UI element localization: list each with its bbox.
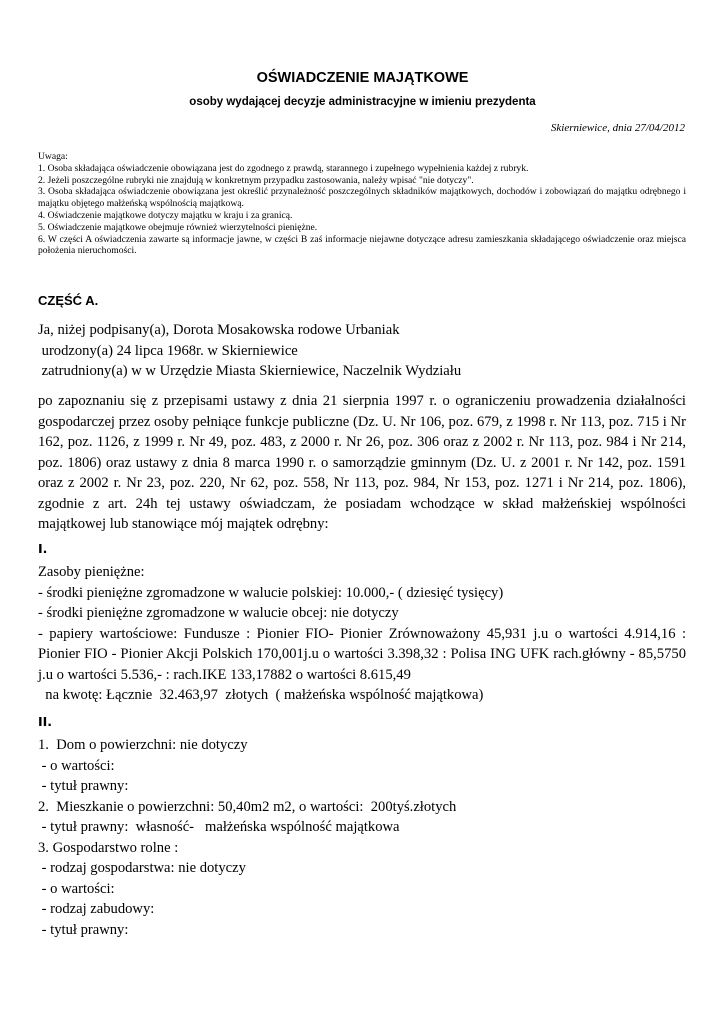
note-item: 1. Osoba składająca oświadczenie obowiązana jest do zgodnego z prawdą, starannego i zupełnego wypełnienia każdej z rubryk.	[38, 162, 529, 174]
document-subtitle: osoby wydającej decyzje administracyjne w imieniu prezydenta	[189, 96, 536, 108]
section-2-block	[38, 735, 686, 940]
legal-basis-text: po zapoznaniu się z przepisami ustawy z dnia 21 sierpnia 1997 r. o ograniczeniu prowadzenia działalności gospodarczej przez osoby pełniące funkcje publiczne (Dz. U. Nr 106, poz. 679, z 1998 r. Nr 113, poz. 715 i Nr 162, poz. 1126, z 1999 r. Nr 49, poz. 483, z 2000 r. Nr 26, poz. 306 oraz z 2002 r. Nr 113, poz. 984 i Nr 214, poz. 1806) oraz ustawy z dnia 8 marca 1990 r. o samorządzie gminnym (Dz. U. z 2001 r. Nr 142, poz. 1591 oraz z 2002 r. Nr 23, poz. 220, Nr 62, poz. 558, Nr 113, poz. 984, Nr 153, poz. 1271 i Nr 214, poz. 1806), zgodnie z art. 24h tej ustawy oświadczam, że posiadam wchodzące w skład małżeńskiej wspólności majątkowej lub stanowiące mój majątek odrębny:	[38, 393, 686, 532]
notes-heading: Uwaga:	[38, 151, 68, 162]
property-line: - o wartości:	[38, 757, 115, 774]
note-item: 4. Oświadczenie majątkowe dotyczy majątku w kraju i za granicą.	[38, 209, 293, 221]
cash-pln: - środki pieniężne zgromadzone w walucie polskiej: 10.000,- ( dziesięć tysięcy)	[38, 584, 504, 601]
declarant-name: Ja, niżej podpisany(a), Dorota Mosakowska rodowe Urbaniak	[38, 322, 400, 338]
property-line: - tytuł prawny:	[38, 921, 129, 938]
document-title: OŚWIADCZENIE MAJĄTKOWE	[256, 70, 469, 86]
note-item: 2. Jeżeli poszczególne rubryki nie znajdują w konkretnym przypadku zastosowania, należy wpisać "nie dotyczy".	[38, 174, 474, 186]
note-item: 3. Osoba składająca oświadczenie obowiązana jest określić przynależność poszczególnych składników majątkowych, dochodów i zobowiązań do majątku odrębnego i majątku objętego małżeńską wspólnością majątkową.	[38, 186, 686, 210]
property-line: - tytuł prawny:	[38, 778, 129, 794]
part-a-heading: CZĘŚĆ A.	[38, 293, 99, 308]
section-1-numeral: I.	[38, 541, 48, 556]
legal-basis-block	[38, 391, 686, 535]
declarant-block	[38, 320, 686, 382]
declarant-employment: zatrudniony(a) w w Urzędzie Miasta Skierniewice, Naczelnik Wydziału	[38, 363, 462, 379]
property-line: - o wartości:	[38, 880, 115, 897]
cash-foreign: - środki pieniężne zgromadzone w walucie obcej: nie dotyczy	[38, 605, 399, 621]
section-2-numeral: II.	[38, 714, 53, 729]
property-line: - rodzaj gospodarstwa: nie dotyczy	[38, 860, 246, 876]
property-line: - rodzaj zabudowy:	[38, 901, 155, 917]
property-line: 2. Mieszkanie o powierzchni: 50,40m2 m2, o wartości: 200tyś.złotych	[38, 798, 457, 815]
note-item: 5. Oświadczenie majątkowe obejmuje również wierzytelności pieniężne.	[38, 221, 318, 233]
property-line: 3. Gospodarstwo rolne :	[38, 839, 179, 856]
section-1-block	[38, 562, 686, 706]
section-1-heading: Zasoby pieniężne:	[38, 564, 145, 580]
declarant-birth: urodzony(a) 24 lipca 1968r. w Skierniewice	[38, 342, 298, 359]
property-line: 1. Dom o powierzchni: nie dotyczy	[38, 737, 248, 753]
place-and-date: Skierniewice, dnia 27/04/2012	[550, 122, 685, 134]
securities: - papiery wartościowe: Fundusze : Pionier FIO- Pionier Zrównoważony 45,931 j.u o wartości 4.914,16 : Pionier FIO - Pionier Akcji Polskich 170,001j.u o wartości 3.398,32 : Polisa ING UFK rach.główny - 85,5750 j.u o wartości 5.536,- : rach.IKE 133,17882 o wartości 8.615,49	[38, 625, 686, 683]
property-line: - tytuł prawny: własność- małżeńska wspólność majątkowa	[38, 819, 400, 835]
note-item: 6. W części A oświadczenia zawarte są informacje jawne, w części B zaś informacje niejawne dotyczące adresu zamieszkania składającego oświadczenie oraz miejsca położenia nieruchomości.	[38, 233, 686, 257]
securities-total: na kwotę: Łącznie 32.463,97 złotych ( małżeńska wspólność majątkowa)	[38, 687, 484, 703]
notes-block	[38, 151, 686, 257]
